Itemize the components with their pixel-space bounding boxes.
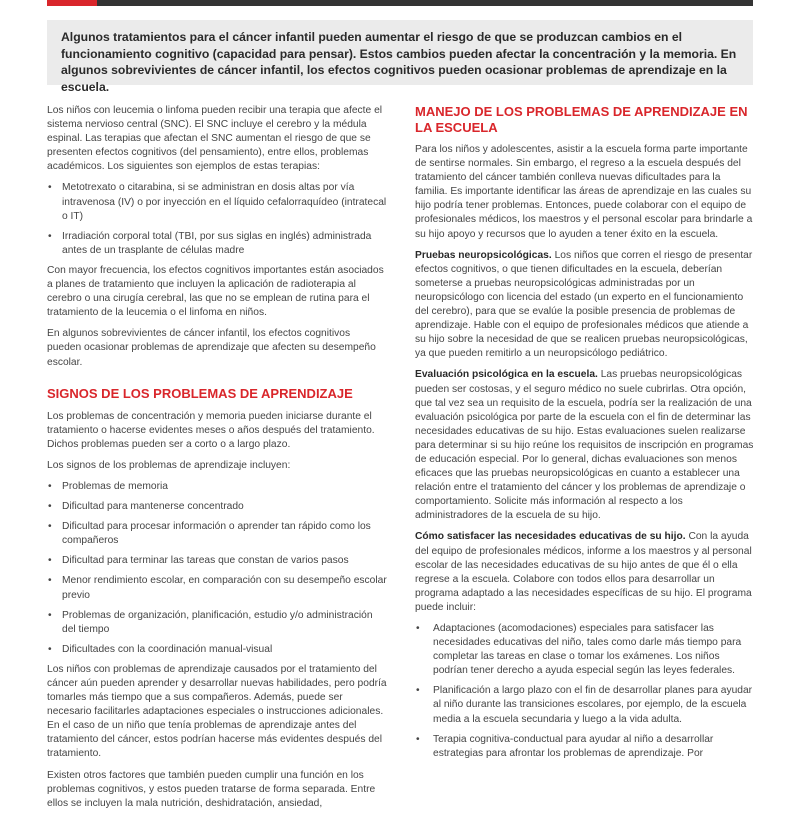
needs-text: Con la ayuda del equipo de profesionales médicos, informe a los maestros y al personal escolar de las necesidades educativas de su hijo antes de que él o ella regrese a la escuela. Colabore con todos ellos para desarrollar un programa adaptado a las necesidades específicas de su hijo. El programa puede incluir:	[415, 531, 752, 613]
header-bar	[0, 0, 800, 6]
eval-text: Las pruebas neuropsicológicas pueden ser costosas, y el seguro médico no suele cubrirlas. Otra opción, que tal vez sea un requisito de la escuela, podría ser la realización de una evaluación psicológica por parte de la escuela con el fin de determinar las necesidades educativas de su hijo. Estas evaluaciones suelen realizarse para determinar si su hijo reúne los requisitos de inscripción en programas de educación especial. Por lo general, dichas evaluaciones son menos eficaces que las pruebas neuropsicológicas en cuanto a establecer una relación entre el tratamiento del cáncer y los problemas de aprendizaje o comportamiento. Solicite más información al respecto a los administradores de la escuela de su hijo.	[415, 369, 754, 522]
header-accent	[47, 0, 97, 6]
right-column	[415, 104, 755, 767]
list-item: • Dificultades con la coordinación manual-visual	[47, 643, 387, 657]
callout-text: Algunos tratamientos para el cáncer infantil pueden aumentar el riesgo de que se produzcan cambios en el funcionamiento cognitivo (capacidad para pensar). Estos cambios pueden afectar la concentración y la memoria. En algunos sobrevivientes de cáncer infantil, los efectos cognitivos pueden ocasionar problemas de aprendizaje en la escuela.	[61, 30, 737, 94]
paragraph: Los problemas de concentración y memoria pueden iniciarse durante el tratamiento o hacerse evidentes meses o años después del tratamiento. Dichos problemas pueden ser a corto o a largo plazo.	[47, 410, 375, 450]
paragraph: En algunos sobrevivientes de cáncer infantil, los efectos cognitivos pueden ocasionar problemas de aprendizaje que afecten su desempeño escolar.	[47, 328, 376, 368]
list-item: • Problemas de organización, planificación, estudio y/o administración del tiempo	[47, 609, 387, 637]
list-item: • Problemas de memoria	[47, 480, 387, 494]
list-item: • Dificultad para mantenerse concentrado	[47, 500, 387, 514]
section-heading-signs: SIGNOS DE LOS PROBLEMAS DE APRENDIZAJE	[47, 385, 353, 401]
neuro-text: Los niños que corren el riesgo de presentar efectos cognitivos, o que tienen dificultades en la escuela, deberían someterse a pruebas neuropsicológicas administradas por un neuropsicólogo con licencia del estado (un experto en el funcionamiento del cerebro), para que se evalúe la posible presencia de problemas de aprendizaje. Hable con el equipo de profesionales médicos que atiende a su hijo sobre la necesidad de que se realicen pruebas neuropsicológicas, ya que pueden remitirlo a un neuropsicólogo pediátrico.	[415, 249, 753, 360]
list-item: • Planificación a largo plazo con el fin de desarrollar planes para ayudar al niño durante las transiciones escolares, por ejemplo, de la escuela media a la escuela secundaria y luego a la vida adulta.	[415, 684, 755, 726]
paragraph: Para los niños y adolescentes, asistir a la escuela forma parte importante de sentirse normales. Sin embargo, el regreso a la escuela después del tratamiento del cáncer también conlleva nuevas dificultades para la familia. Es importante identificar las áreas de aprendizaje en las cuales su hijo podría tener problemas. Entonces, puede colaborar con el equipo de profesionales médicos, los maestros y el personal escolar para brindarle a su hijo apoyo y recursos que lo ayuden a tener éxito en la escuela.	[415, 144, 753, 240]
summary-callout	[47, 20, 753, 94]
list-item: • Terapia cognitiva-conductual para ayudar al niño a desarrollar estrategias para afrontar los problemas de aprendizaje. Por	[415, 733, 755, 761]
paragraph	[415, 368, 755, 523]
intro-paragraph: Los niños con leucemia o linfoma pueden recibir una terapia que afecte el sistema nervioso central (SNC). El SNC incluye el cerebro y la médula espinal. Las terapias que afectan el SNC aumentan el riesgo de que se presenten efectos cognitivos (del pensamiento), entre ellos, problemas académicos. Los siguientes son ejemplos de estas terapias:	[47, 105, 383, 173]
list-item: • Metotrexato o citarabina, si se administran en dosis altas por vía intravenosa (IV) o por inyección en el líquido cefalorraquídeo (intratecal o IT)	[47, 181, 387, 223]
list-item: • Menor rendimiento escolar, en comparación con su desempeño escolar previo	[47, 574, 387, 602]
paragraph: Existen otros factores que también pueden cumplir una función en los problemas cognitivos, y estos pueden tratarse de forma separada. Entre ellos se incluyen la mala nutrición, deshidratación, ansiedad,	[47, 769, 376, 809]
section-heading-school: MANEJO DE LOS PROBLEMAS DE APRENDIZAJE EN LA ESCUELA	[415, 104, 748, 135]
left-column	[47, 104, 387, 818]
subheading-eval: Evaluación psicológica en la escuela.	[415, 369, 598, 381]
subheading-neuro: Pruebas neuropsicológicas.	[415, 249, 552, 261]
list-item: • Irradiación corporal total (TBI, por sus siglas en inglés) administrada antes de un trasplante de células madre	[47, 230, 387, 258]
subheading-needs: Cómo satisfacer las necesidades educativas de su hijo.	[415, 531, 686, 543]
paragraph: Los signos de los problemas de aprendizaje incluyen:	[47, 459, 291, 471]
paragraph	[415, 530, 755, 615]
list-item: • Dificultad para procesar información o aprender tan rápido como los compañeros	[47, 520, 387, 548]
paragraph	[415, 249, 755, 362]
header-rule	[97, 0, 753, 6]
signs-list	[47, 480, 387, 657]
program-list	[415, 622, 755, 761]
paragraph: Con mayor frecuencia, los efectos cognitivos importantes están asociados a planes de tratamiento que incluyen la aplicación de radioterapia al cerebro o una cirugía cerebral, las que no se emplean de rutina para el tratamiento de la leucemia o el linfoma en niños.	[47, 264, 384, 319]
paragraph: Los niños con problemas de aprendizaje causados por el tratamiento del cáncer aún pueden aprender y desarrollar nuevas habilidades, pero podría tomarles más tiempo que a sus compañeros. Además, puede ser necesario facilitarles adaptaciones especiales o instrucciones adicionales. En el caso de un niño que tenía problemas de aprendizaje antes del tratamiento del cáncer, estos podrían hacerse más evidentes después del tratamiento.	[47, 663, 387, 760]
list-item: • Adaptaciones (acomodaciones) especiales para satisfacer las necesidades educativas del niño, tales como darle más tiempo para completar las tareas en clase o tomar los exámenes. Los niños podrían tener derecho a ayuda especial según las leyes federales.	[415, 622, 755, 678]
therapy-list	[47, 181, 387, 257]
list-item: • Dificultad para terminar las tareas que constan de varios pasos	[47, 554, 387, 568]
